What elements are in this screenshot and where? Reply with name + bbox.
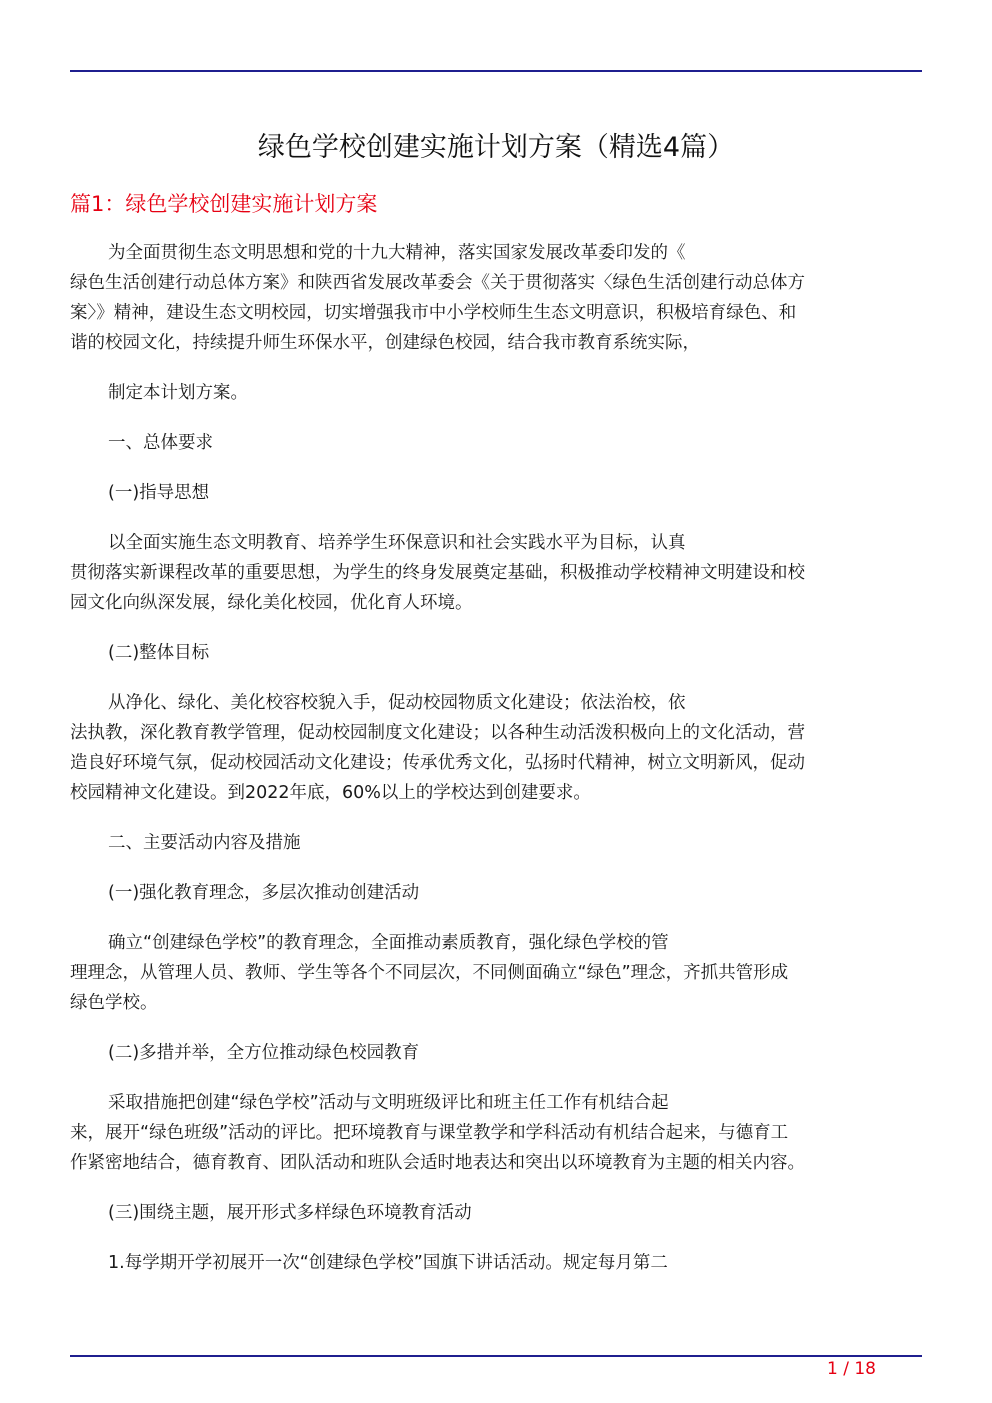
- text-line: 造良好环境气氛，促动校园活动文化建设；传承优秀文化，弘扬时代精神，树立文明新风，促动: [70, 753, 805, 773]
- text-line: 作紧密地结合，德育教育、团队活动和班队会适时地表达和突出以环境教育为主题的相关内容。: [70, 1153, 805, 1173]
- page-title: 绿色学校创建实施计划方案（精选4篇）: [257, 132, 735, 163]
- text-line: 为全面贯彻生态文明思想和党的十九大精神，落实国家发展改革委印发的《: [108, 243, 686, 263]
- text-line: 理理念，从管理人员、教师、学生等各个不同层次，不同侧面确立“绿色”理念，齐抓共管形成: [70, 963, 789, 983]
- subheading-multiple-measures: (二)多措并举，全方位推动绿色校园教育: [108, 1043, 420, 1063]
- paragraph-plan: 制定本计划方案。: [108, 383, 248, 403]
- footer-rule: [70, 1355, 922, 1357]
- text-line: 绿色生活创建行动总体方案》和陕西省发展改革委会《关于贯彻落实〈绿色生活创建行动总体方: [70, 273, 805, 293]
- subheading-themed-activities: (三)围绕主题，展开形式多样绿色环境教育活动: [108, 1203, 472, 1223]
- paragraph-intro: [70, 238, 922, 358]
- paragraph-guiding-ideology: [70, 528, 922, 618]
- text-line: 法执教，深化教育教学管理，促动校园制度文化建设；以各种生动活泼积极向上的文化活动，营: [70, 723, 805, 743]
- text-line: 来，展开“绿色班级”活动的评比。把环境教育与课堂教学和学科活动有机结合起来，与德育工: [70, 1123, 789, 1143]
- text-line: 从净化、绿化、美化校容校貌入手，促动校园物质文化建设；依法治校，依: [108, 693, 686, 713]
- text-line: 校园精神文化建设。到2022年底，60%以上的学校达到创建要求。: [70, 783, 591, 803]
- paragraph-education-concept: [70, 928, 922, 1018]
- subheading-guiding-ideology: (一)指导思想: [108, 483, 210, 503]
- paragraph-multiple-measures: [70, 1088, 922, 1178]
- text-line: 案〉》精神，建设生态文明校园，切实增强我市中小学校师生生态文明意识，积极培育绿色、和: [70, 303, 797, 323]
- text-line: 贯彻落实新课程改革的重要思想，为学生的终身发展奠定基础，积极推动学校精神文明建设和校: [70, 563, 805, 583]
- heading-general-requirements: 一、总体要求: [108, 433, 213, 453]
- text-line: 谐的校园文化，持续提升师生环保水平，创建绿色校园，结合我市教育系统实际，: [70, 333, 700, 353]
- text-line: 园文化向纵深发展，绿化美化校园，优化育人环境。: [70, 593, 473, 613]
- heading-main-activities: 二、主要活动内容及措施: [108, 833, 301, 853]
- page-number: 1 / 18: [827, 1359, 876, 1379]
- paragraph-overall-goal: [70, 688, 922, 808]
- header-rule: [70, 70, 922, 72]
- subheading-overall-goal: (二)整体目标: [108, 643, 210, 663]
- text-line: 确立“创建绿色学校”的教育理念，全面推动素质教育，强化绿色学校的管: [108, 933, 669, 953]
- section-heading: 篇1：绿色学校创建实施计划方案: [70, 192, 378, 216]
- document-body: [70, 238, 922, 1278]
- text-line: 以全面实施生态文明教育、培养学生环保意识和社会实践水平为目标，认真: [108, 533, 686, 553]
- paragraph-flag-speech: 1.每学期开学初展开一次“创建绿色学校”国旗下讲话活动。规定每月第二: [108, 1253, 668, 1273]
- subheading-education-concept: (一)强化教育理念，多层次推动创建活动: [108, 883, 420, 903]
- text-line: 绿色学校。: [70, 993, 158, 1013]
- text-line: 采取措施把创建“绿色学校”活动与文明班级评比和班主任工作有机结合起: [108, 1093, 669, 1113]
